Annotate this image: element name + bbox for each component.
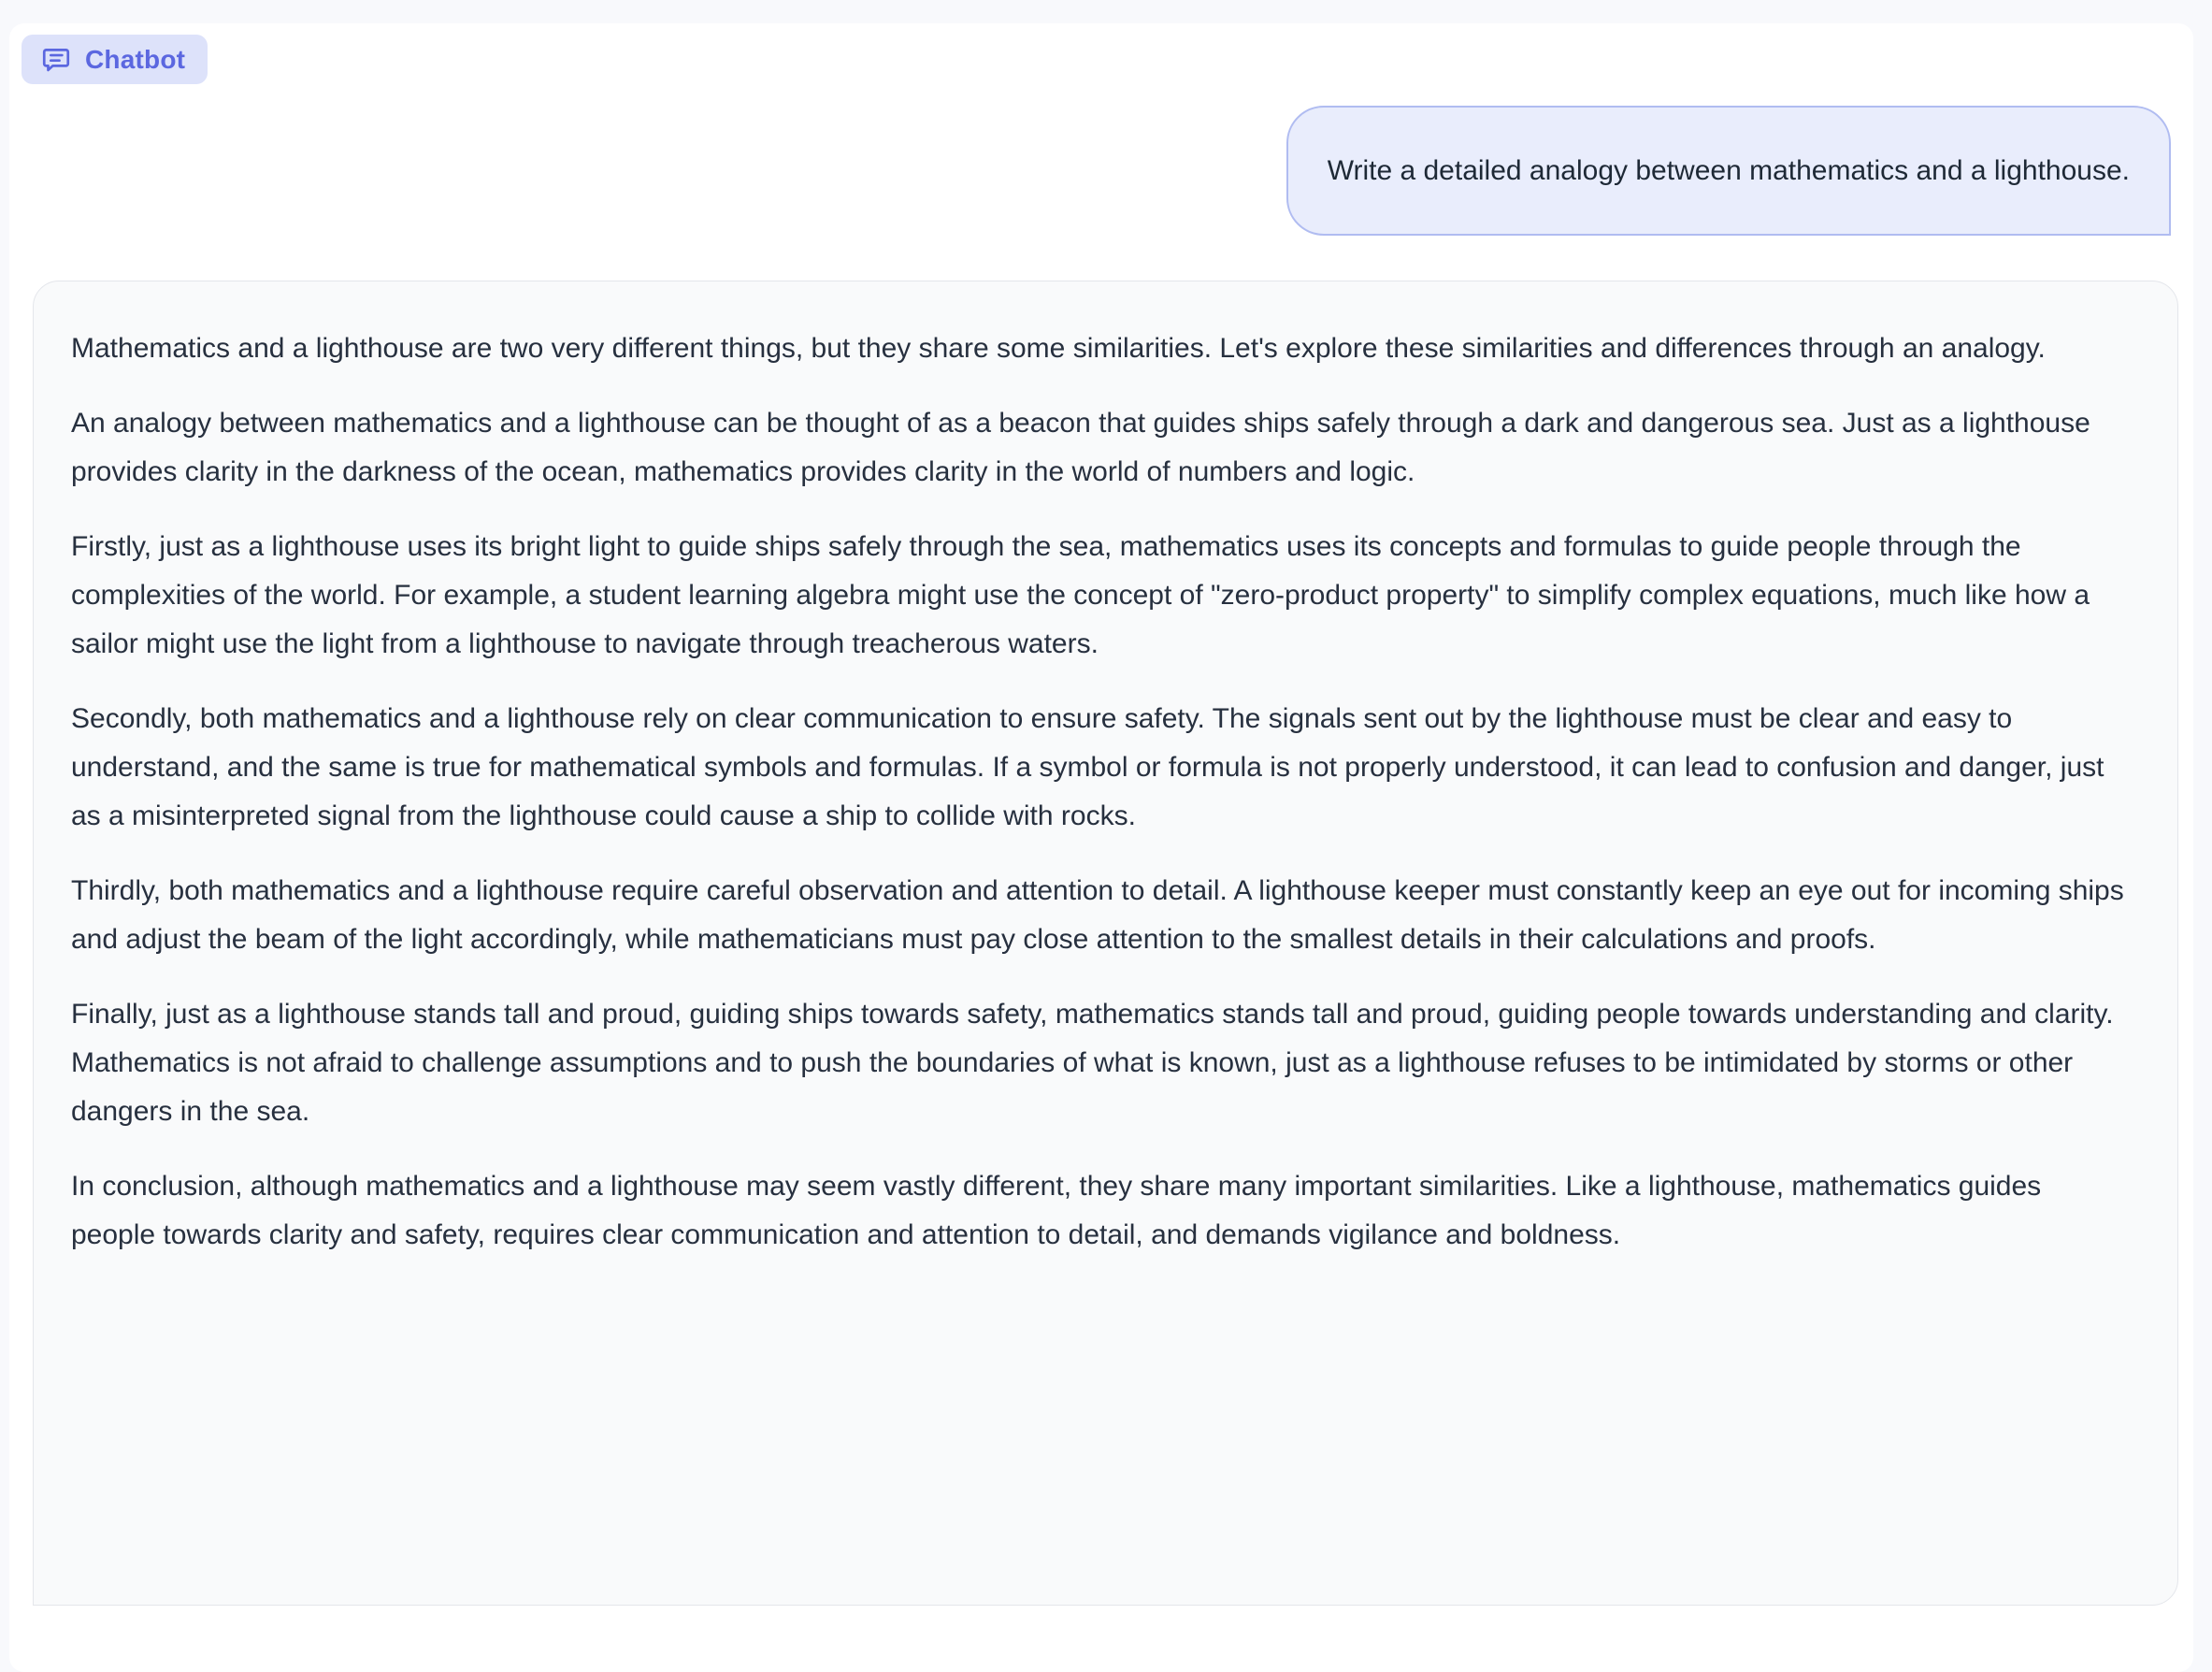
bot-message-bubble xyxy=(33,281,2178,1606)
bot-message-paragraph: Secondly, both mathematics and a lighthouse rely on clear communication to ensure safety. The signals sent out by the lighthouse must be clear and easy to understand, and the same is true for mathematical symbols and formulas. If a symbol or formula is not properly understood, it can lead to confusion and danger, just as a misinterpreted signal from the lighthouse could cause a ship to collide with rocks. xyxy=(71,703,2104,831)
chat-bubble-icon xyxy=(40,44,72,76)
bot-message-paragraph: Firstly, just as a lighthouse uses its bright light to guide ships safely through the sea, mathematics uses its concepts and formulas to guide people through the complexities of the world. For example, a student learning algebra might use the concept of "zero-product property" to simplify complex equations, much like how a sailor might use the light from a lighthouse to navigate through treacherous waters. xyxy=(71,531,2090,659)
bot-message-paragraph: In conclusion, although mathematics and a lighthouse may seem vastly different, they share many important similarities. Like a lighthouse, mathematics guides people towards clarity and safety, requires clear communication and attention to detail, and demands vigilance and boldness. xyxy=(71,1171,2042,1250)
bot-message-paragraph: An analogy between mathematics and a lighthouse can be thought of as a beacon that guides ships safely through a dark and dangerous sea. Just as a lighthouse provides clarity in the darkness of the ocean, mathematics provides clarity in the world of numbers and logic. xyxy=(71,408,2090,487)
bot-message-paragraph: Thirdly, both mathematics and a lighthouse require careful observation and attention to detail. A lighthouse keeper must constantly keep an eye out for incoming ships and adjust the beam of the light accordingly, while mathematicians must pay close attention to the smallest details in their calculations and proofs. xyxy=(71,875,2124,955)
chatbot-label-badge xyxy=(22,35,208,84)
chatbot-panel xyxy=(9,23,2193,1672)
user-message-bubble xyxy=(1286,106,2171,236)
bot-message-paragraph: Finally, just as a lighthouse stands tall and proud, guiding ships towards safety, mathematics stands tall and proud, guiding people towards understanding and clarity. Mathematics is not afraid to challenge assumptions and to push the boundaries of what is known, just as a lighthouse refuses to be intimidated by storms or other dangers in the sea. xyxy=(71,999,2114,1127)
user-message-text: Write a detailed analogy between mathematics and a lighthouse. xyxy=(1327,154,2130,186)
bot-message-paragraph: Mathematics and a lighthouse are two very different things, but they share some similarities. Let's explore these similarities and differences through an analogy. xyxy=(71,333,2046,364)
user-message-row xyxy=(9,106,2171,236)
chatbot-label-text: Chatbot xyxy=(85,44,186,74)
